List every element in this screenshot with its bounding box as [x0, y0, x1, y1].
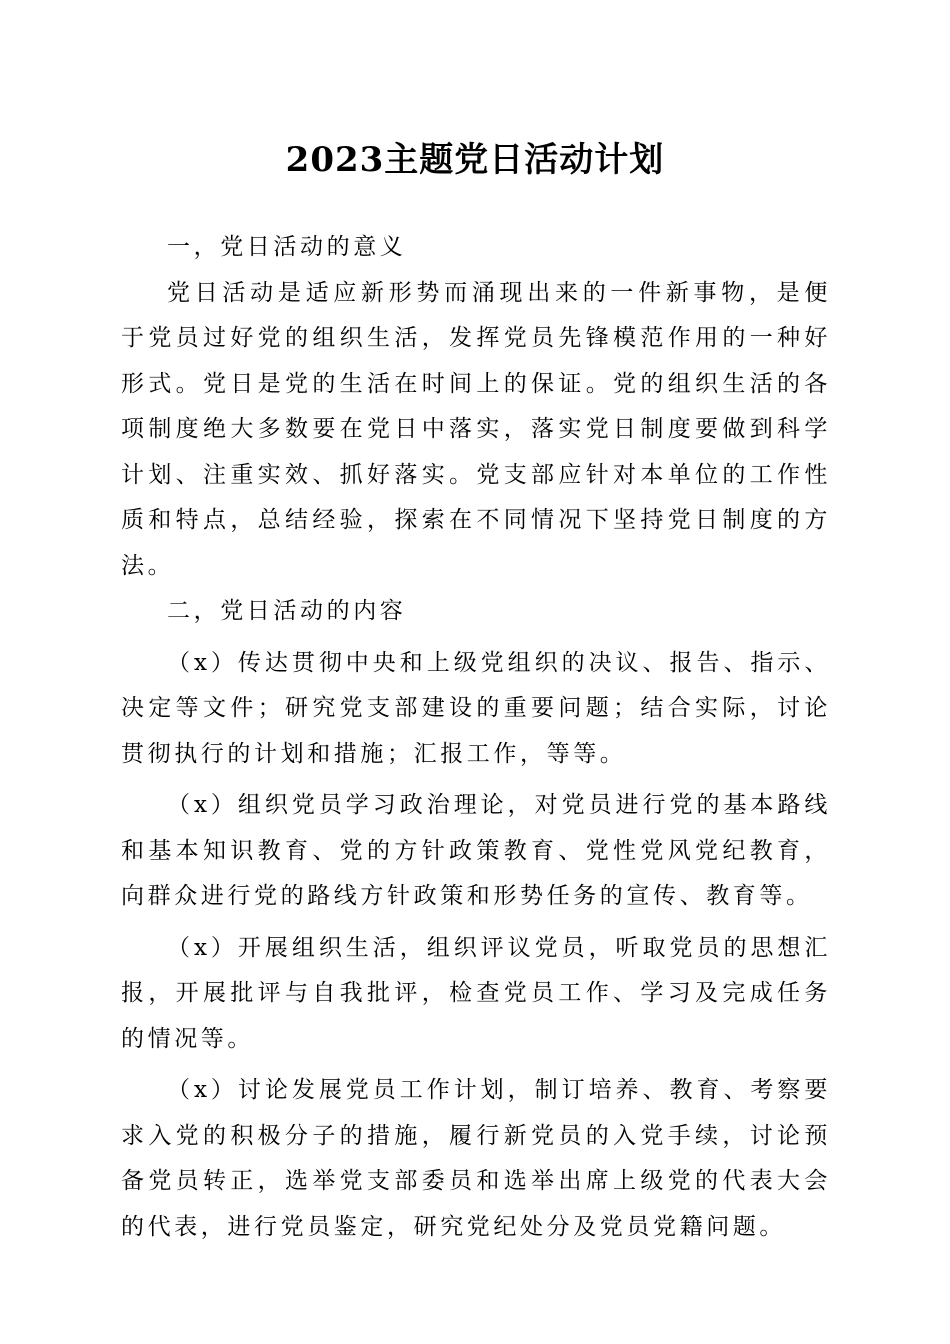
paragraph-significance: 党日活动是适应新形势而涌现出来的一件新事物，是便于党员过好党的组织生活，发挥党员先锋模范作用的一种好形式。党日是党的生活在时间上的保证。党的组织生活的各项制度绝大多数要在党日中落实，落实党日制度要做到科学计划、注重实效、抓好落实。党支部应针对本单位的工作性质和特点，总结经验，探索在不同情况下坚持党日制度的方法。	[121, 279, 831, 579]
section-heading-content: 二，党日活动的内容	[167, 598, 407, 624]
document-body	[121, 225, 831, 1250]
paragraph-content-item-2: （x）组织党员学习政治理论，对党员进行党的基本路线和基本知识教育、党的方针政策教育、党性党风党纪教育，向群众进行党的路线方针政策和形势任务的宣传、教育等。	[121, 792, 831, 909]
paragraph-content-item-4: （x）讨论发展党员工作计划，制订培养、教育、考察要求入党的积极分子的措施，履行新党员的入党手续，讨论预备党员转正，选举党支部委员和选举出席上级党的代表大会的代表，进行党员鉴定，研究党纪处分及党员党籍问题。	[121, 1077, 831, 1240]
paragraph-content-item-1: （x）传达贯彻中央和上级党组织的决议、报告、指示、决定等文件；研究党支部建设的重要问题；结合实际，讨论贯彻执行的计划和措施；汇报工作，等等。	[121, 649, 831, 767]
section-heading-significance: 一，党日活动的意义	[167, 234, 407, 260]
paragraph-content-item-3: （x）开展组织生活，组织评议党员，听取党员的思想汇报，开展批评与自我批评，检查党员工作、学习及完成任务的情况等。	[121, 934, 831, 1052]
document-title: 2023主题党日活动计划	[285, 140, 665, 180]
